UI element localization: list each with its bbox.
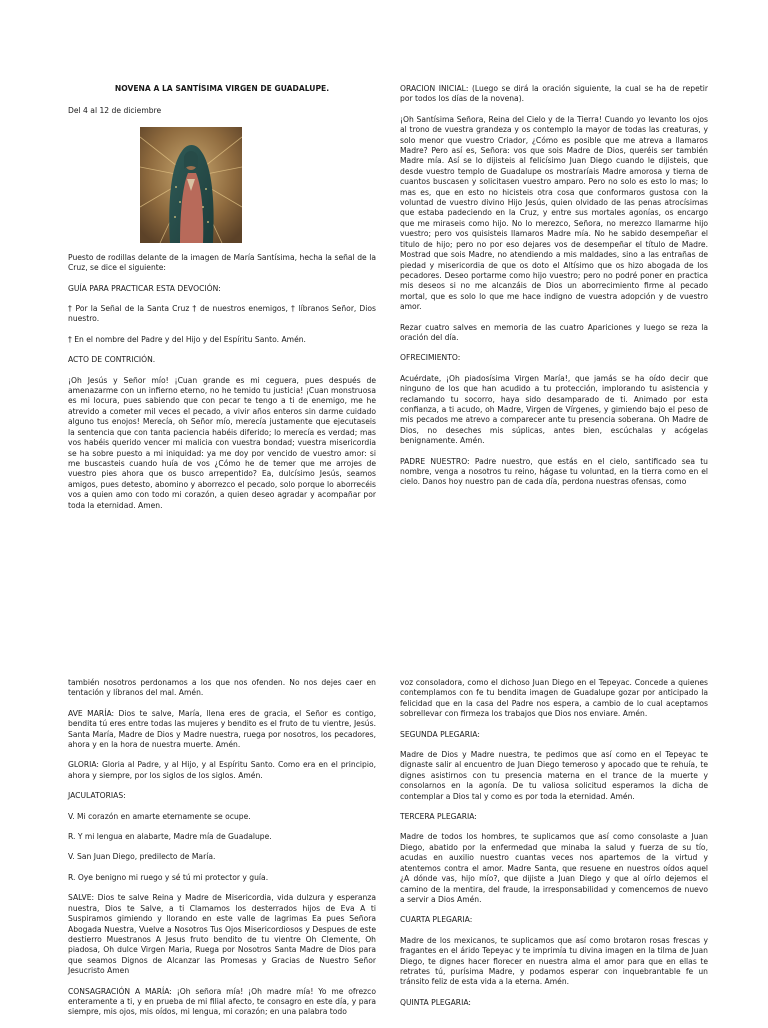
first-plea-continuation: voz consoladora, como el dichoso Juan Diego en el Tepeyac. Concede a quienes contemplamos con fe tu bendita imagen de Guadalupe gozar por anticipado la felicidad que en la casa del Padre nos espera, a cambio de lo cual aceptamos sobrellevar con firmeza los trabajos que Dios nos enviare. Amén. <box>400 678 708 719</box>
novena-title: NOVENA A LA SANTÍSIMA VIRGEN DE GUADALUPE. <box>114 84 330 93</box>
our-father-text: PADRE NUESTRO: Padre nuestro, que estás en el cielo, santificado sea tu nombre, venga a nosotros tu reino, hágase tu voluntad, en la tierra como en el cielo. Danos hoy nuestro pan de cada día, perdona nuestras ofensas, como <box>400 456 708 487</box>
third-plea-heading: TERCERA PLEGARIA: <box>400 812 477 822</box>
offering-heading: OFRECIMIENTO: <box>400 353 461 363</box>
salves-instruction: Rezar cuatro salves en memoria de las cuatro Apariciones y luego se reza la oración del día. <box>400 322 708 342</box>
ejaculations-heading: JACULATORIAS: <box>68 791 126 801</box>
novena-dates: Del 4 al 12 de diciembre <box>68 106 162 116</box>
second-plea-text: Madre de Dios y Madre nuestra, te pedimos que así como en el Tepeyac te dignaste salir al encuentro de Juan Diego temeroso y apocado que te rehuía, te dignes asistirnos con tu presencia materna en el trance de la muerte y consolarnos en la agonía. De tu valiosa solicitud esperamos la dicha de contemplar a Dios tal y como es por toda la eternidad. Amén. <box>400 750 708 801</box>
hail-mary-text: AVE MARÍA: Dios te salve, María, llena eres de gracia, el Señor es contigo, bendita tú eres entre todas las mujeres y bendito es el fruto de tu vientre, Jesús. Santa María, Madre de Dios y Madre nuestra, ruega por nosotros, los pecadores, ahora y en la hora de nuestra muerte. Amén. <box>68 708 376 750</box>
fifth-plea-heading: QUINTA PLEGARIA: <box>400 997 471 1007</box>
ejaculation-line: R. Oye benigno mi ruego y sé tú mi protector y guía. <box>68 872 269 882</box>
salve-regina-text: SALVE: Dios te salve Reina y Madre de Misericordia, vida dulzura y esperanza nuestra, Dios te Salve, a ti Clamamos los desterrados hijos de Eva A ti Suspiramos gimiendo y llorando en este valle de lagrimas Ea pues Señora Abogada Nuestra, Vuelve a Nosotros Tus Ojos Misericordiosos y Despues de este destierro Muestranos A Jesus fruto bendito de tu vientre Oh Clemente, Oh piadosa, Oh dulce Virgen Maria, Ruega por Nosotros Santa Madre de Dios para que seamos Dignos de Alcanzar las Promesas y Gracias de Nuestro Señor Jesucristo Amen <box>68 893 376 976</box>
column-top-left <box>68 84 376 521</box>
column-top-right <box>400 84 708 498</box>
column-bottom-left <box>68 678 376 1028</box>
contrition-heading: ACTO DE CONTRICIÓN. <box>68 355 156 365</box>
in-the-name-prayer: † En el nombre del Padre y del Hijo y del Espíritu Santo. Amén. <box>68 334 306 344</box>
column-bottom-right <box>400 678 708 1018</box>
opening-prayer-text: ¡Oh Santísima Señora, Reina del Cielo y de la Tierra! Cuando yo levanto los ojos al trono de vuestra grandeza y os contemplo la mayor de todas las creaturas, y solo menor que vuestro Criador, ¿Cómo es posible que me atreva a llamaros Madre? Pero así es, Señora: vos que sois Madre de Dios, queréis ser también Madre mía. Así se lo dijisteis al felicísimo Juan Diego cuando le dijisteis, que desde vuestro templo de Guadalupe os mostraríais Madre amorosa y tierna de cuantos buscasen y solicitasen vuestro amparo. Pero no solo es esto lo mas; lo mas es, que en esto no hicisteis otra cosa que conformaros gustosa con la voluntad de vuestro divino Hijo Jesús, quien olvidado de las penas atrocísimas que estaba padeciendo en la Cruz, y entre sus mortales agonías, os encargo que me miraseis como hijo. No lo merezco, Señora, no merezco llamarme hijo vuestro; pero vos quisisteis llamaros Madre mía. No he sabido desempeñar el titulo de hijo; pero no por eso dejares vos de desempeñar el título de Madre. Mostrad que sois Madre, no atendiendo a mis maldades, sino a las entrañas de piedad y misericordia de que os doto el Altísimo que os hizo abogada de los pecadores. Deseo portarme como hijo vuestro; pero no podré poner en practica mis deseos si no me alcanzáis de Dios un aborrecimiento firme al pecado mortal, que es solo lo que me hace indigno de vuestra adopción y de vuestro amor. <box>400 114 708 312</box>
third-plea-text: Madre de todos los hombres, te suplicamos que así como consolaste a Juan Diego, abatido por la enfermedad que minaba la salud y fuerza de su tío, acudas en auxilio nuestro cuantas veces nos apartemos de la virtud y atentemos contra el amor. Madre Santa, que resuene en nuestros oídos aquel ¿A dónde vas, hijo mío?, que dijiste a Juan Diego y que al oírlo dejemos el camino de la mentira, del fraude, la irresponsabilidad y comencemos de nuevo a servir a Dios Amén. <box>400 832 708 904</box>
cross-sign-prayer: † Por la Señal de la Santa Cruz † de nuestros enemigos, † líbranos Señor, Dios nuestro. <box>68 304 376 324</box>
our-father-continuation: también nosotros perdonamos a los que nos ofenden. No nos dejes caer en tentación y líbranos del mal. Amén. <box>68 678 376 698</box>
ejaculation-line: V. Mi corazón en amarte eternamente se ocupe. <box>68 811 251 821</box>
guide-heading: GUÍA PARA PRACTICAR ESTA DEVOCIÓN: <box>68 283 221 293</box>
ejaculation-line: R. Y mi lengua en alabarte, Madre mía de Guadalupe. <box>68 832 272 842</box>
glory-be-text: GLORIA: Gloria al Padre, y al Hijo, y al Espíritu Santo. Como era en el principio, ahora y siempre, por los siglos de los siglos. Amén. <box>68 760 376 780</box>
fourth-plea-heading: CUARTA PLEGARIA: <box>400 915 473 925</box>
intro-instruction: Puesto de rodillas delante de la imagen de María Santísima, hecha la señal de la Cruz, se dice el siguiente: <box>68 252 376 273</box>
consecration-text: CONSAGRACIÓN A MARÍA: ¡Oh señora mía! ¡Oh madre mía! Yo me ofrezco enteramente a ti, y en prueba de mi filial afecto, te consagro en este día, y para siempre, mis ojos, mis oídos, mi lengua, mi corazón; en una palabra todo <box>68 986 376 1017</box>
contrition-text: ¡Oh Jesús y Señor mío! ¡Cuan grande es mi ceguera, pues después de amenazarme con un infierno eterno, no he temido tu justicia! ¡Cuan monstruosa es mi locura, pues sabiendo que con pecar te tengo a ti de enemigo, me he atrevido a cometer mil veces el pecado, a vivir años enteros sin darme cuidado alguno tus enojos! Merecía, oh Señor mío, merecía justamente que ejecutaseis la sentencia que con tanta paciencia habéis diferido; lo merecía es verdad; mas vos habéis querido vencer mi malicia con vuestra bondad; vuestra misericordia se ha sobre puesto a mi iniquidad: ya me doy por vencido de vuestro amor: si me buscasteis cuando huía de vos ¿Cómo he de temer que me arrojes de vuestro pies ahora que os busco arrepentido? Ea, dulcísimo Jesús, seamos amigos, pues detesto, abomino y aborrezco el pecado, solo porque lo aborrecéis vos a quien amo con todo mi corazón, a quien deseo agradar y acompañar por toda la eternidad. Amen. <box>68 375 376 510</box>
offering-text: Acuérdate, ¡Oh piadosísima Virgen María!, que jamás se ha oído decir que ninguno de los que han acudido a tu protección, implorando tu asistencia y reclamando tu socorro, haya sido desamparado de ti. Animado por esta confianza, a ti acudo, oh Madre, Virgen de Vírgenes, y gimiendo bajo el peso de mis pecados me atrevo a comparecer ante tu presencia soberana. Oh Madre de Dios, no deseches mis súplicas, antes bien, escúchalas y acógelas benignamente. Amén. <box>400 373 708 446</box>
opening-prayer-heading: ORACION INICIAL: (Luego se dirá la oración siguiente, la cual se ha de repetir por todos los días de la novena). <box>400 84 708 104</box>
ejaculation-line: V. San Juan Diego, predilecto de María. <box>68 852 216 862</box>
second-plea-heading: SEGUNDA PLEGARIA: <box>400 729 480 739</box>
virgin-of-guadalupe-image <box>140 127 242 243</box>
fourth-plea-text: Madre de los mexicanos, te suplicamos que así como brotaron rosas frescas y fragantes en el árido Tepeyac y te imprimía tu divina imagen en la tilma de Juan Diego, te dignes hacer florecer en nuestra alma el amor para que en ellas te retrates tú, purísima Madre, y podamos esperar con inquebrantable fe un tránsito feliz de esta vida a la eterna. Amén. <box>400 935 708 987</box>
